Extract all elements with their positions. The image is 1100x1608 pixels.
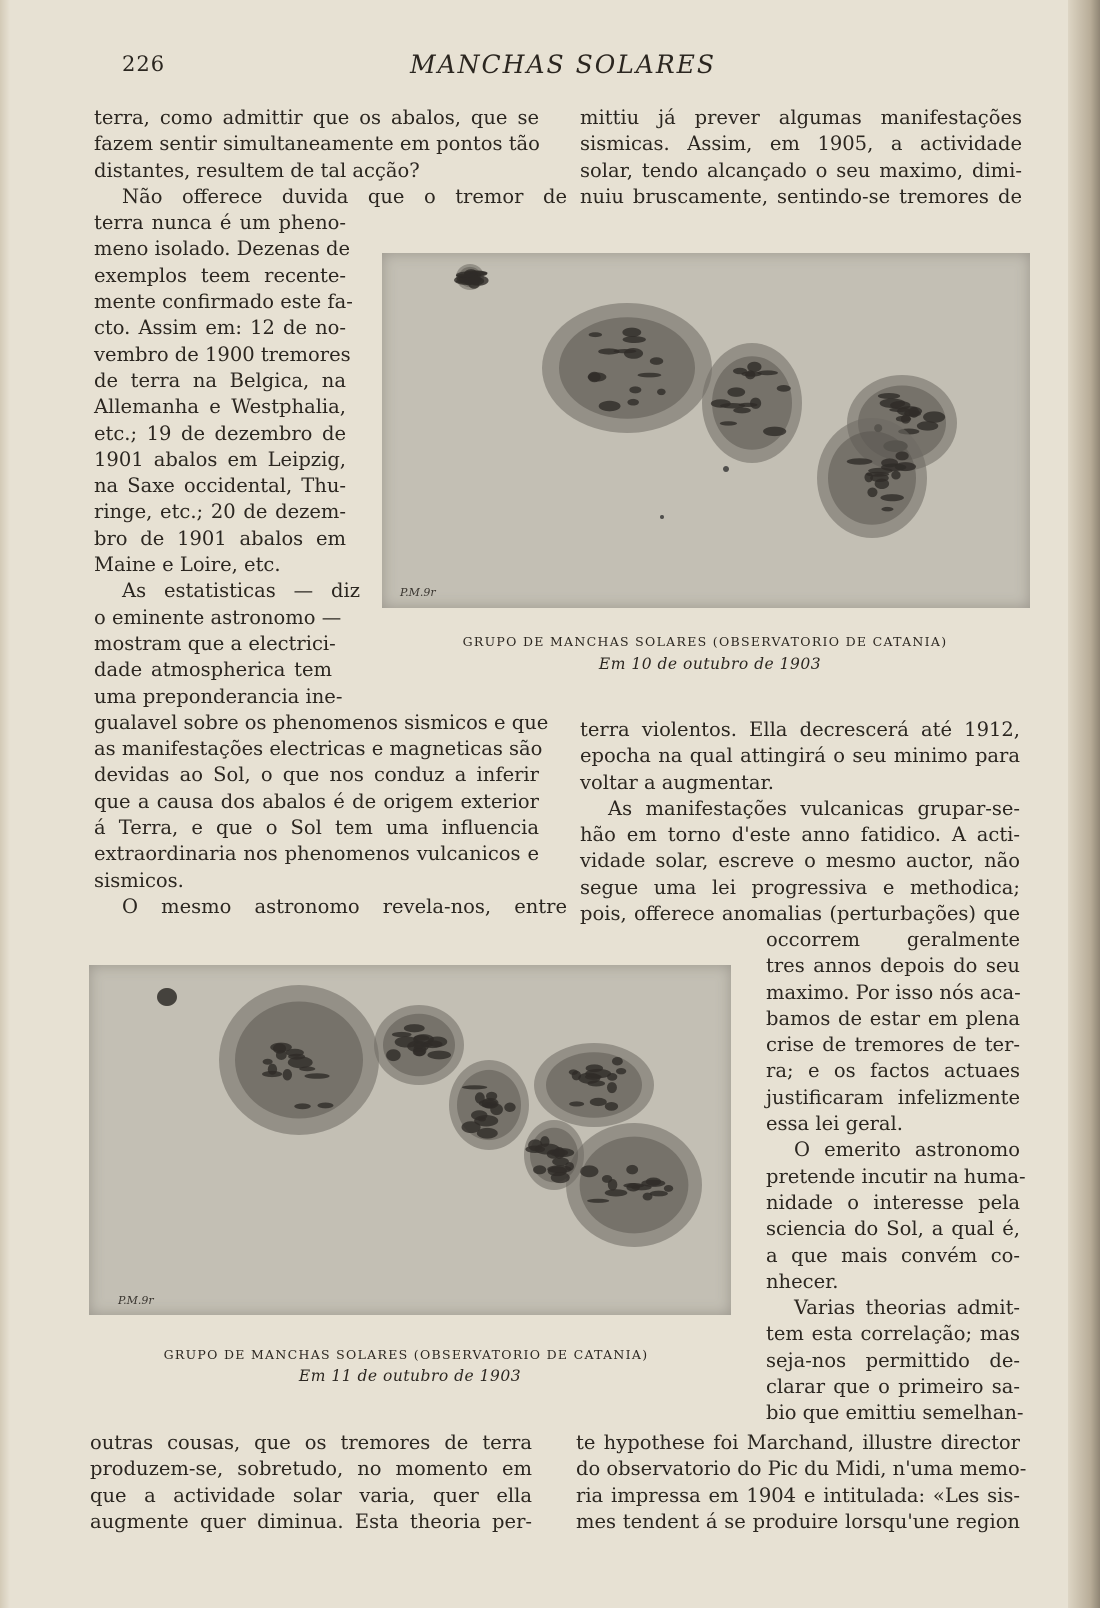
text-line: vembro de 1900 tremores [94, 342, 351, 366]
text-line: sismicas. Assim, em 1905, a actividade [580, 132, 1022, 156]
sunspot-mark [299, 1067, 315, 1072]
text-line: solar, tendo alcançado o seu maximo, dimi- [580, 158, 1022, 182]
sunspot-mark [317, 1102, 333, 1108]
text-line: sciencia do Sol, a qual é, [766, 1217, 1020, 1241]
sunspot-mark [462, 1085, 487, 1089]
sunspot-mark [867, 487, 877, 497]
sunspot-mark [868, 468, 893, 474]
sunspot-mark [477, 1128, 498, 1139]
column-bottom-left [90, 1430, 532, 1535]
text-line: clarar que o primeiro sa- [766, 1375, 1020, 1399]
sunspot-mark [847, 458, 873, 464]
sunspot-mark [486, 1092, 497, 1101]
sunspot-mark [641, 1180, 665, 1187]
text-line: voltar a augmentar. [580, 770, 774, 794]
sunspot-mark [720, 421, 737, 425]
photo-1-signature: P.M.9r [400, 586, 436, 599]
text-line: produzem-se, sobretudo, no momento em [90, 1457, 532, 1481]
column-bottom-right [576, 1430, 1027, 1535]
sunspot-mark [650, 1191, 668, 1197]
sunspot-mark [605, 1102, 618, 1111]
text-line: uma preponderancia ine- [94, 684, 343, 708]
sunspot-mark [427, 1051, 451, 1060]
figure-1-caption: GRUPO DE MANCHAS SOLARES (OBSERVATORIO DE CATANIA) [462, 634, 948, 649]
sunspot-mark [723, 466, 729, 472]
text-line: tres annos depois do seu [766, 954, 1020, 978]
sunspot-mark [270, 1043, 292, 1052]
column-narrow-right [766, 927, 1026, 1427]
sunspot-photo-2 [89, 965, 731, 1315]
sunspot-mark [565, 1162, 574, 1171]
sunspot-mark [909, 407, 920, 418]
text-line: outras cousas, que os tremores de terra [90, 1431, 532, 1454]
sunspot-mark [478, 1117, 486, 1122]
text-line: bamos de estar em plena [766, 1006, 1020, 1030]
sunspot-mark [590, 1098, 607, 1106]
text-line: Maine e Loire, etc. [94, 553, 281, 577]
text-line: segue uma lei progressiva e methodica; [580, 875, 1020, 899]
column-middle-right [580, 717, 1020, 927]
sunspot-mark [468, 275, 488, 285]
text-line: ringe, etc.; 20 de dezem- [94, 500, 346, 524]
running-title: MANCHAS SOLARES [410, 50, 717, 79]
text-line: vidade solar, escreve o mesmo auctor, não [580, 849, 1020, 873]
sunspot-mark [288, 1056, 313, 1068]
text-line: na Saxe occidental, Thu- [94, 474, 346, 498]
sunspot-mark [711, 399, 731, 407]
figure-1-date: Em 10 de outubro de 1903 [598, 655, 822, 673]
sunspot-mark [283, 1069, 292, 1080]
sunspot-mark [733, 407, 751, 413]
page-number: 226 [122, 52, 166, 76]
text-line: Não offerece duvida que o tremor de [122, 184, 567, 208]
sunspot-mark [262, 1071, 282, 1077]
text-line: exemplos teem recente- [94, 263, 346, 287]
text-line: As estatisticas — diz [122, 579, 360, 603]
sunspot-mark [870, 474, 889, 482]
sunspot-mark [588, 372, 607, 381]
sunspot-mark [881, 507, 893, 512]
text-line: augmente quer diminua. Esta theoria per- [90, 1509, 532, 1533]
sunspot-mark [528, 1139, 542, 1151]
sunspot-mark [923, 411, 945, 422]
sunspot-mark [664, 1185, 673, 1192]
text-line: dade atmospherica tem [94, 658, 332, 682]
sunspot-mark [475, 1092, 485, 1103]
sunspot-mark [304, 1073, 329, 1079]
text-line: seja-nos permittido de- [766, 1348, 1020, 1372]
text-line: ria impressa em 1904 e intitulada: «Les sis- [576, 1483, 1020, 1507]
page-left-shadow [0, 0, 10, 1608]
text-line: crise de tremores de ter- [766, 1033, 1020, 1057]
sunspot-mark [657, 389, 666, 396]
text-line: nidade o interesse pela [766, 1190, 1020, 1214]
text-line: a que mais convém co- [766, 1243, 1020, 1267]
sunspot-mark [741, 371, 762, 376]
text-line: meno isolado. Dezenas de [94, 237, 351, 261]
text-line: Varias theorias admit- [794, 1296, 1020, 1320]
sunspot-photo-1 [382, 253, 1030, 608]
text-line: mente confirmado este fa- [94, 290, 353, 314]
sunspot-mark [580, 1165, 598, 1177]
text-line: bro de 1901 abalos em [94, 526, 346, 550]
text-line: maximo. Por isso nós aca- [766, 980, 1021, 1004]
text-line: O mesmo astronomo revela-nos, entre [122, 894, 567, 918]
text-line: gualavel sobre os phenomenos sismicos e que [94, 710, 549, 734]
text-line: epocha na qual attingirá o seu minimo para [580, 744, 1020, 768]
sunspot-mark [626, 1165, 638, 1174]
text-line: O emerito astronomo [794, 1138, 1020, 1162]
text-line: devidas ao Sol, o que nos conduz a inferir [94, 763, 539, 787]
sunspot-mark [569, 1101, 584, 1106]
text-line: pretende incutir na huma- [766, 1164, 1026, 1188]
sunspot-mark [889, 407, 910, 412]
text-line: que a causa dos abalos é de origem exterior [94, 789, 539, 813]
text-line: Allemanha e Westphalia, [94, 395, 346, 419]
sunspot-mark [608, 1179, 618, 1191]
figure-2-caption: GRUPO DE MANCHAS SOLARES (OBSERVATORIO DE CATANIA) [163, 1347, 649, 1362]
sunspot-mark [407, 1041, 429, 1053]
sunspot-mark [626, 1183, 639, 1191]
sunspot-mark [777, 385, 791, 392]
text-line: terra violentos. Ella decrescerá até 1912, [580, 718, 1020, 741]
sunspot-mark [607, 1073, 617, 1081]
text-line: distantes, resultem de tal acção? [94, 158, 420, 182]
sunspot-mark [587, 1199, 609, 1203]
text-line: mes tendent á se produire lorsqu'une region [576, 1509, 1020, 1533]
sunspot-mark [917, 421, 938, 430]
sunspot-mark [880, 494, 903, 501]
sunspot-mark [533, 1165, 546, 1174]
text-line: extraordinaria nos phenomenos vulcanicos e [94, 842, 539, 866]
sunspot-mark [623, 336, 646, 343]
text-line: justificaram infelizmente [766, 1085, 1020, 1109]
sunspot-mark [587, 1080, 605, 1086]
sunspot-group-image-1 [382, 253, 1030, 608]
sunspot-mark [638, 373, 662, 378]
sunspot-mark [404, 1024, 425, 1032]
sunspot-mark [612, 1057, 623, 1065]
text-line: mittiu já prever algumas manifestações [580, 106, 1022, 129]
sunspot-mark [763, 427, 786, 436]
figure-2-date: Em 11 de outubro de 1903 [298, 1367, 522, 1385]
text-line: sismicos. [94, 868, 184, 892]
sunspot-mark [392, 1032, 412, 1037]
text-line: hão em torno d'este anno fatidico. A acti- [580, 823, 1020, 847]
column-top-right [580, 105, 1022, 210]
sunspot-mark [622, 328, 641, 337]
text-line: mostram que a electrici- [94, 631, 336, 655]
sunspot-mark [878, 393, 900, 399]
sunspot-mark [157, 988, 177, 1006]
sunspot-mark [572, 1071, 581, 1081]
text-line: te hypothese foi Marchand, illustre director [576, 1431, 1020, 1454]
text-line: As manifestações vulcanicas grupar-se- [608, 796, 1020, 820]
sunspot-mark [589, 332, 602, 337]
text-line: cto. Assim em: 12 de no- [94, 316, 346, 340]
text-line: occorrem geralmente [766, 928, 1020, 951]
text-line: tem esta correlação; mas [766, 1322, 1020, 1346]
sunspot-group-image-2 [89, 965, 731, 1315]
sunspot-mark [605, 1189, 628, 1196]
photo-2-signature: P.M.9r [118, 1294, 154, 1307]
text-line: 1901 abalos em Leipzig, [94, 447, 346, 471]
sunspot-mark [599, 401, 621, 412]
sunspot-mark [895, 462, 916, 471]
sunspot-mark [490, 1104, 503, 1115]
sunspot-mark [294, 1103, 310, 1109]
sunspot-mark [386, 1049, 401, 1061]
sunspot-mark [504, 1103, 515, 1112]
text-line: ra; e os factos actuaes [766, 1059, 1020, 1083]
text-line: etc.; 19 de dezembro de [94, 421, 346, 445]
sunspot-mark [616, 1068, 626, 1074]
text-line: que a actividade solar varia, quer ella [90, 1483, 532, 1507]
sunspot-mark [627, 399, 639, 406]
sunspot-mark [554, 1147, 565, 1159]
text-line: terra, como admittir que os abalos, que se [94, 106, 539, 129]
text-line: nhecer. [766, 1269, 839, 1293]
text-line: bio que emittiu semelhan- [766, 1401, 1024, 1425]
text-line: á Terra, e que o Sol tem uma influencia [94, 816, 539, 840]
sunspot-mark [598, 348, 619, 354]
sunspot-mark [263, 1059, 273, 1065]
sunspot-mark [629, 386, 641, 393]
sunspot-mark [551, 1172, 570, 1183]
text-line: essa lei geral. [766, 1112, 903, 1136]
text-line: nuiu bruscamente, sentindo-se tremores de [580, 184, 1022, 208]
page-right-edge [1068, 0, 1100, 1608]
sunspot-mark [896, 416, 911, 422]
sunspot-mark [650, 357, 663, 365]
sunspot-mark [727, 387, 745, 396]
sunspot-mark [643, 1193, 653, 1201]
sunspot-mark [895, 451, 908, 460]
text-line: as manifestações electricas e magneticas são [94, 737, 543, 761]
text-line: fazem sentir simultaneamente em pontos tão [94, 132, 540, 156]
text-line: o eminente astronomo — [94, 605, 342, 629]
sunspot-mark [750, 398, 761, 409]
sunspot-mark [891, 471, 900, 480]
text-line: terra nunca é um pheno- [94, 211, 346, 235]
sunspot-mark [660, 515, 664, 519]
text-line: pois, offerece anomalias (perturbações) que [580, 902, 1020, 926]
text-line: do observatorio do Pic du Midi, n'uma memo- [576, 1457, 1027, 1481]
text-line: de terra na Belgica, na [94, 368, 346, 392]
sunspot-mark [607, 1082, 617, 1093]
